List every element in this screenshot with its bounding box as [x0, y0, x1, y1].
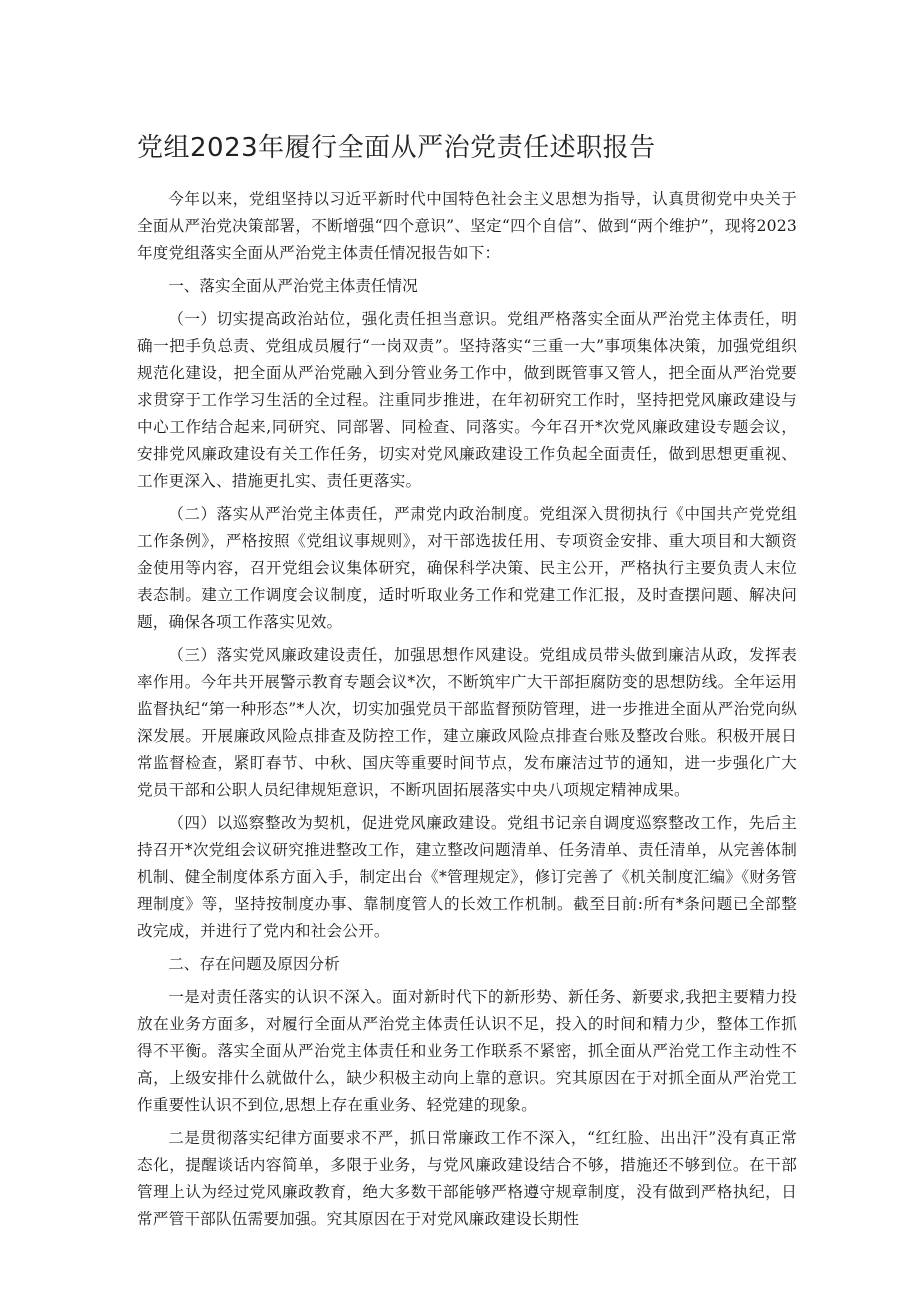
intro-paragraph: 今年以来，党组坚持以习近平新时代中国特色社会主义思想为指导，认真贯彻党中央关于全面从严治党决策部署，不断增强“四个意识”、坚定“四个自信”、做到“两个维护”，现将2023年度党组落实全面从严治党主体责任情况报告如下：: [137, 190, 797, 262]
paragraph-1-1: （一）切实提高政治站位，强化责任担当意识。党组严格落实全面从严治党主体责任，明确一把手负总责、党组成员履行“一岗双责”。坚持落实“三重一大”事项集体决策，加强党组织规范化建设，把全面从严治党融入到分管业务工作中，做到既管事又管人，把全面从严治党要求贯穿于工作学习生活的全过程。注重同步推进，在年初研究工作时，坚持把党风廉政建设与中心工作结合起来,同研究、同部署、同检查、同落实。今年召开*次党风廉政建设专题会议，安排党风廉政建设有关工作任务，切实对党风廉政建设工作负起全面责任，做到思想更重视、工作更深入、措施更扎实、责任更落实。: [137, 310, 797, 490]
section-heading-1: 一、落实全面从严治党主体责任情况: [168, 277, 418, 295]
document-title: 党组2023年履行全面从严治党责任述职报告: [137, 133, 656, 163]
paragraph-1-4: （四）以巡察整改为契机，促进党风廉政建设。党组书记亲自调度巡察整改工作，先后主持召开*次党组会议研究推进整改工作，建立整改问题清单、任务清单、责任清单，从完善体制机制、健全制度体系方面入手，制定出台《*管理规定》，修订完善了《机关制度汇编》《财务管理制度》等，坚持按制度办事、靠制度管人的长效工作机制。截至目前:所有*条问题已全部整改完成，并进行了党内和社会公开。: [137, 814, 797, 940]
section-heading-2: 二、存在问题及原因分析: [168, 955, 340, 973]
paragraph-2-1: 一是对责任落实的认识不深入。面对新时代下的新形势、新任务、新要求,我把主要精力投放在业务方面多，对履行全面从严治党主体责任认识不足，投入的时间和精力少，整体工作抓得不平衡。落实全面从严治党主体责任和业务工作联系不紧密，抓全面从严治党工作主动性不高，上级安排什么就做什么，缺少积极主动向上靠的意识。究其原因在于对抓全面从严治党工作重要性认识不到位,思想上存在重业务、轻党建的现象。: [137, 988, 797, 1114]
document-page: [137, 128, 797, 1239]
paragraph-1-2: （二）落实从严治党主体责任，严肃党内政治制度。党组深入贯彻执行《中国共产党党组工作条例》，严格按照《党组议事规则》，对干部选拔任用、专项资金安排、重大项目和大额资金使用等内容，召开党组会议集体研究，确保科学决策、民主公开，严格执行主要负责人末位表态制。建立工作调度会议制度，适时听取业务工作和党建工作汇报，及时查摆问题、解决问题，确保各项工作落实见效。: [137, 505, 797, 631]
paragraph-2-2: 二是贯彻落实纪律方面要求不严，抓日常廉政工作不深入，“红红脸、出出汗”没有真正常态化，提醒谈话内容简单，多限于业务，与党风廉政建设结合不够，措施还不够到位。在干部管理上认为经过党风廉政教育，绝大多数干部能够严格遵守规章制度，没有做到严格执纪，日常严管干部队伍需要加强。究其原因在于对党风廉政建设长期性: [137, 1129, 797, 1228]
paragraph-1-3: （三）落实党风廉政建设责任，加强思想作风建设。党组成员带头做到廉洁从政，发挥表率作用。今年共开展警示教育专题会议*次，不断筑牢广大干部拒腐防变的思想防线。全年运用监督执纪“第一种形态”*人次，切实加强党员干部监督预防管理，进一步推进全面从严治党向纵深发展。开展廉政风险点排查及防控工作，建立廉政风险点排查台账及整改台账。积极开展日常监督检查，紧盯春节、中秋、国庆等重要时间节点，发布廉洁过节的通知，进一步强化广大党员干部和公职人员纪律规矩意识，不断巩固拓展落实中央八项规定精神成果。: [137, 646, 797, 799]
